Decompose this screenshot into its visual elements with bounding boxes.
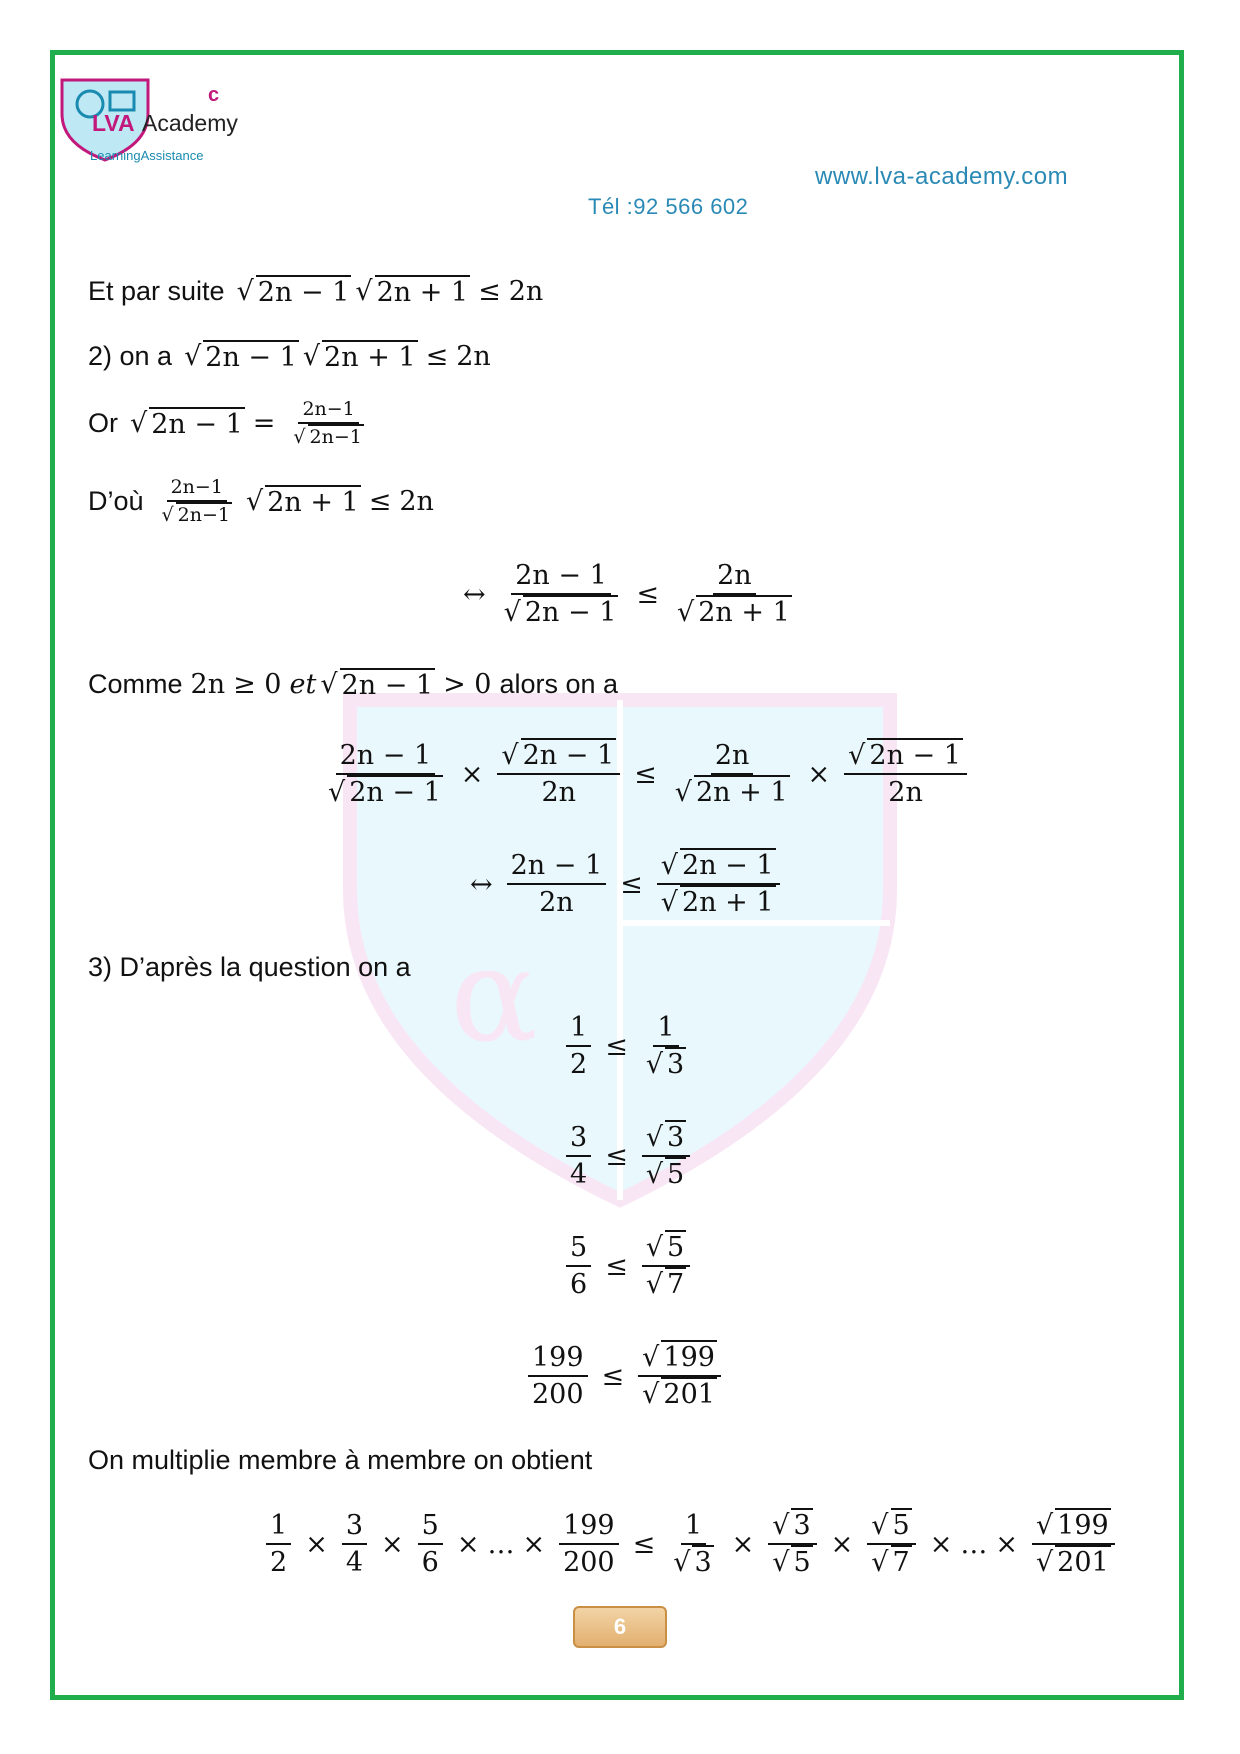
line-on-a: 2) on a √ 2n − 1 √ 2n + 1 ≤ 2n (88, 341, 491, 373)
times: × (381, 1528, 404, 1560)
denominator: 201 (663, 1379, 715, 1410)
leq: ≤ (368, 485, 392, 517)
text: D’où (88, 485, 144, 516)
dots: … (960, 1528, 988, 1560)
times: × (305, 1528, 328, 1560)
leq: ≤ (636, 578, 660, 610)
sqrt-arg: 2n + 1 (267, 486, 359, 518)
line-or: Or √ 2n − 1 = $\frac{2n-1}{√ 2n-1}$ (88, 398, 374, 448)
times: × (460, 758, 484, 790)
fraction: $\frac{2n-1}{√ 2n-1}$ (161, 476, 230, 526)
line-comme: Comme 2n ≥ 0 et √ 2n − 1 > 0 alors on a (88, 669, 619, 701)
denominator: 2 (570, 1049, 588, 1080)
numerator: 1 (681, 1510, 706, 1545)
denominator: 2n − 1 (349, 777, 441, 808)
numerator: 2n−1 (298, 398, 358, 424)
numerator: 2n (711, 740, 754, 775)
denominator: 2n + 1 (698, 597, 790, 628)
dots: … (487, 1528, 515, 1560)
times: × (456, 1528, 480, 1560)
numerator: 5 (667, 1232, 685, 1263)
numerator: 2n − 1 (522, 740, 615, 771)
denominator: 5 (793, 1547, 811, 1578)
denominator: 6 (421, 1547, 439, 1578)
rhs: 2n (456, 341, 491, 372)
numerator: 3 (342, 1510, 367, 1545)
times: × (995, 1528, 1018, 1560)
line-multiply (318, 740, 973, 808)
text: alors on a (499, 669, 619, 699)
svg-text:α: α (450, 919, 538, 1071)
numerator: 2n − 1 (511, 560, 611, 595)
denominator: 4 (570, 1159, 588, 1190)
denominator: 4 (345, 1547, 363, 1578)
times: × (830, 1528, 854, 1560)
numerator: 5 (418, 1510, 443, 1545)
sqrt-arg: 2n − 1 (151, 408, 243, 440)
logo-tagline: LearningAssistance (90, 148, 204, 163)
numerator: 199 (559, 1510, 619, 1545)
numerator: 2n − 1 (336, 740, 436, 775)
numerator: 199 (663, 1342, 715, 1373)
numerator: 1 (266, 1510, 291, 1545)
sqrt-arg: 2n + 1 (376, 277, 469, 308)
line-question-3 (88, 952, 419, 983)
numerator: 2n − 1 (682, 850, 774, 881)
text: 2) on a (88, 341, 173, 371)
numerator: 2n (713, 560, 756, 595)
fraction: $\frac{√ 2n - 1}{2n}$ (844, 740, 967, 808)
leq: ≤ (620, 868, 643, 900)
leq: ≤ (605, 1030, 628, 1062)
logo-lva: LVA (92, 110, 135, 136)
fraction: $\frac{√ 2n - 1}{√ 2n + 1}$ (657, 850, 780, 918)
fraction (507, 850, 607, 918)
denominator: 2n + 1 (696, 777, 788, 808)
page-number-badge: 6 (573, 1606, 667, 1648)
denominator: 7 (892, 1547, 910, 1578)
iff: ↔ (463, 578, 486, 610)
denominator: 3 (667, 1049, 685, 1080)
fraction: $\frac{2n}{√ 2n + 1}$ (674, 740, 788, 808)
ineq-4: $\frac{199}{200}$ ≤ $\frac{√ 199}{√ 201}$ (522, 1342, 727, 1410)
text: On multiplie membre à membre on obtient (88, 1445, 593, 1475)
fraction: $\frac{√ 2n - 1}{2n}$ (497, 740, 620, 808)
fraction: $\frac{2n - 1}{√ 2n - 1}$ (328, 740, 441, 808)
text: Or (88, 407, 118, 438)
et: et (289, 669, 317, 700)
leq: ≤ (478, 276, 501, 307)
website-url[interactable]: www.lva-academy.com (815, 163, 1069, 190)
numerator: 199 (528, 1342, 588, 1377)
denominator: 2n (888, 777, 923, 808)
expr: 2n (190, 669, 226, 700)
telephone: Tél :92 566 602 (588, 194, 749, 219)
denominator: 2n (541, 777, 577, 808)
line-dou: D’où $\frac{2n-1}{√ 2n-1}$ √ 2n + 1 ≤ 2n (88, 476, 434, 526)
ineq-1: $\frac{1}{2}$ ≤ $\frac{1}{√ 3}$ (560, 1012, 696, 1080)
sqrt-arg: 2n − 1 (205, 342, 297, 373)
final-product: $\frac{1}{2}$ × $\frac{3}{4}$ × $\frac{5}{6}$ × … × $\frac{199}{200}$ ≤ $\frac{1}{√ 3}$ × $\frac{√ 3}{√ 5}$ × $\frac{√ 5}{√ 7}$ × … × $\frac{√ 199}{√ 201}$ (260, 1510, 1121, 1578)
line-multiply-text (88, 1445, 600, 1476)
rhs: 2n (508, 276, 544, 307)
times: × (929, 1528, 953, 1560)
eq: = (252, 407, 276, 439)
leq: ≤ (425, 341, 449, 372)
ineq-2: $\frac{3}{4}$ ≤ $\frac{√ 3}{√ 5}$ (560, 1122, 696, 1190)
numerator: 5 (892, 1510, 910, 1541)
ineq-3: $\frac{5}{6}$ ≤ $\frac{√ 5}{√ 7}$ (560, 1232, 696, 1300)
lva-academy-logo (60, 78, 270, 178)
denominator: 5 (667, 1159, 685, 1190)
line-equivalence-1 (455, 560, 802, 628)
numerator: 3 (793, 1510, 811, 1541)
denominator: 2n + 1 (682, 887, 774, 918)
numerator: 1 (653, 1012, 678, 1047)
sqrt-arg: 2n − 1 (257, 277, 350, 308)
denominator: 7 (667, 1269, 685, 1300)
fraction: $\frac{2n - 1}{√ 2n - 1}$ (503, 560, 617, 628)
leq: ≤ (601, 1360, 625, 1392)
sqrt-arg: 2n + 1 (324, 342, 416, 373)
line-et-par-suite: Et par suite √ 2n − 1 √ 2n + 1 ≤ 2n (88, 276, 544, 308)
denominator: 200 (563, 1547, 615, 1578)
denominator: 3 (694, 1547, 712, 1578)
text: 3) D’après la question on a (88, 952, 411, 982)
gt-zero: > 0 (443, 669, 492, 700)
numerator: 199 (1057, 1510, 1109, 1541)
denominator: 2n−1 (309, 426, 362, 448)
denominator: 2 (270, 1547, 288, 1578)
rhs: 2n (399, 485, 434, 517)
numerator: 2n−1 (167, 476, 227, 502)
leq: ≤ (634, 758, 657, 790)
logo-academy: Academy (142, 110, 238, 136)
leq: ≤ (632, 1528, 656, 1560)
denominator: 2n (539, 887, 574, 918)
denominator: 200 (532, 1379, 584, 1410)
fraction: $\frac{2n-1}{√ 2n-1}$ (293, 398, 362, 448)
times: × (522, 1528, 546, 1560)
fraction: $\frac{2n}{√ 2n + 1}$ (677, 560, 790, 628)
numerator: 3 (667, 1122, 685, 1153)
line-equivalence-2 (462, 850, 786, 918)
leq: ≤ (605, 1250, 628, 1282)
numerator: 2n − 1 (869, 740, 961, 771)
leq: ≤ (605, 1140, 628, 1172)
denominator: 2n−1 (177, 504, 230, 526)
numerator: 5 (566, 1232, 591, 1267)
logo-c: c (208, 84, 220, 106)
numerator: 1 (566, 1012, 591, 1047)
denominator: 2n − 1 (524, 597, 617, 628)
denominator: 201 (1057, 1547, 1109, 1578)
geq-zero: ≥ 0 (233, 669, 282, 700)
times: × (731, 1528, 755, 1560)
iff: ↔ (470, 868, 493, 900)
denominator: 6 (570, 1269, 588, 1300)
numerator: 3 (566, 1122, 591, 1157)
text: Comme (88, 669, 183, 699)
times: × (807, 758, 831, 790)
numerator: 2n − 1 (507, 850, 607, 885)
text: Et par suite (88, 276, 225, 306)
sqrt-arg: 2n − 1 (341, 670, 434, 701)
